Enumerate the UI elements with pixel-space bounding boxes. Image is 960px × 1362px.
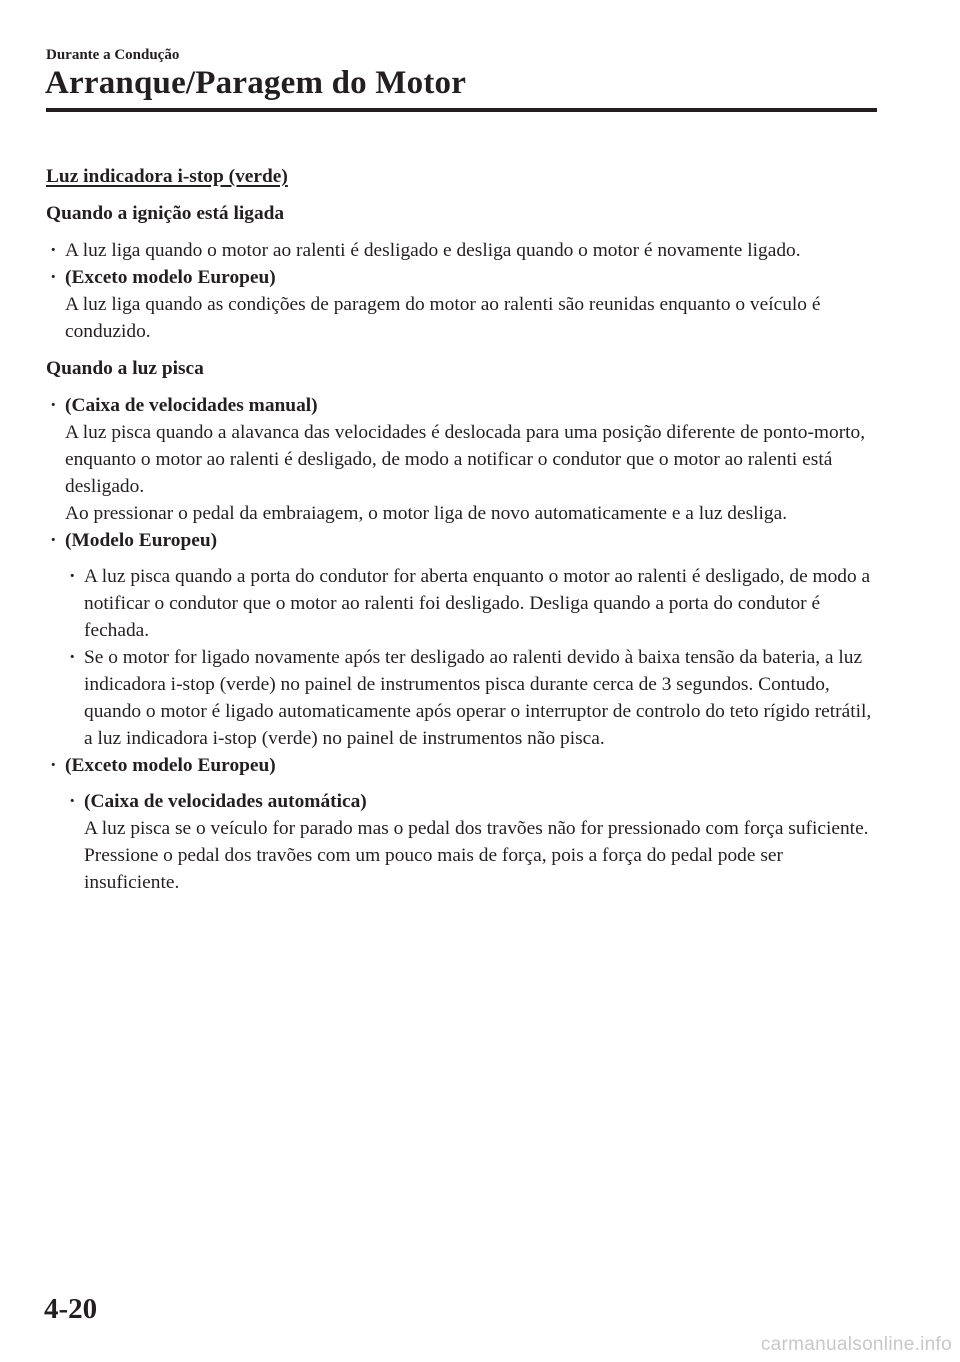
non-europe-sublist bbox=[65, 788, 878, 896]
list-item bbox=[65, 788, 878, 896]
list-item bbox=[46, 264, 878, 345]
list-item-text: A luz pisca quando a porta do condutor for aberta enquanto o motor ao ralenti é desligado, de modo a notificar o condutor que o motor ao ralenti foi desligado. Desliga quando a porta do condutor é fechada. bbox=[84, 566, 871, 641]
blink-heading: Quando a luz pisca bbox=[46, 358, 204, 379]
ignition-heading: Quando a ignição está ligada bbox=[46, 203, 285, 224]
list-item-label: (Modelo Europeu) bbox=[65, 530, 218, 551]
ignition-list bbox=[46, 237, 878, 345]
list-item-text: A luz liga quando o motor ao ralenti é desligado e desliga quando o motor é novamente ligado. bbox=[65, 240, 801, 261]
list-item-text: Ao pressionar o pedal da embraiagem, o motor liga de novo automaticamente e a luz desliga. bbox=[65, 503, 788, 524]
list-item bbox=[65, 644, 878, 752]
list-item-text: Se o motor for ligado novamente após ter desligado ao ralenti devido à baixa tensão da bateria, a luz indicadora i-stop (verde) no painel de instrumentos pisca durante cerca de 3 segundos. Contudo, quando o motor é ligado automaticamente após operar o interruptor de controlo do teto rígido retrátil, a luz indicadora i-stop (verde) no painel de instrumentos não pisca. bbox=[84, 647, 872, 749]
watermark: carmanualsonline.info bbox=[760, 1334, 952, 1355]
list-item-label: (Caixa de velocidades automática) bbox=[84, 791, 367, 812]
list-item bbox=[46, 527, 878, 752]
section-label: Durante a Condução bbox=[46, 47, 180, 63]
list-item-label: (Caixa de velocidades manual) bbox=[65, 395, 318, 416]
list-item-label: (Exceto modelo Europeu) bbox=[65, 267, 276, 288]
europe-sublist bbox=[65, 563, 878, 752]
list-item bbox=[65, 563, 878, 644]
list-item-text: A luz pisca se o veículo for parado mas o pedal dos travões não for pressionado com força suficiente. Pressione o pedal dos travões com um pouco mais de força, pois a força do pedal pode ser insuficiente. bbox=[84, 818, 869, 893]
list-item bbox=[46, 392, 878, 527]
header-divider bbox=[46, 108, 877, 112]
list-item-label: (Exceto modelo Europeu) bbox=[65, 755, 276, 776]
page-number: 4-20 bbox=[44, 1293, 98, 1325]
page-content bbox=[46, 163, 878, 896]
list-item bbox=[46, 752, 878, 896]
page-title: Arranque/Paragem do Motor bbox=[45, 65, 467, 101]
section-title: Luz indicadora i-stop (verde) bbox=[46, 166, 288, 187]
list-item bbox=[46, 237, 878, 264]
blink-list bbox=[46, 392, 878, 896]
list-item-text: A luz liga quando as condições de paragem do motor ao ralenti são reunidas enquanto o veículo é conduzido. bbox=[65, 294, 821, 342]
list-item-text: A luz pisca quando a alavanca das velocidades é deslocada para uma posição diferente de ponto-morto, enquanto o motor ao ralenti é desligado, de modo a notificar o condutor que o motor ao ralenti está desligado. bbox=[65, 422, 866, 497]
